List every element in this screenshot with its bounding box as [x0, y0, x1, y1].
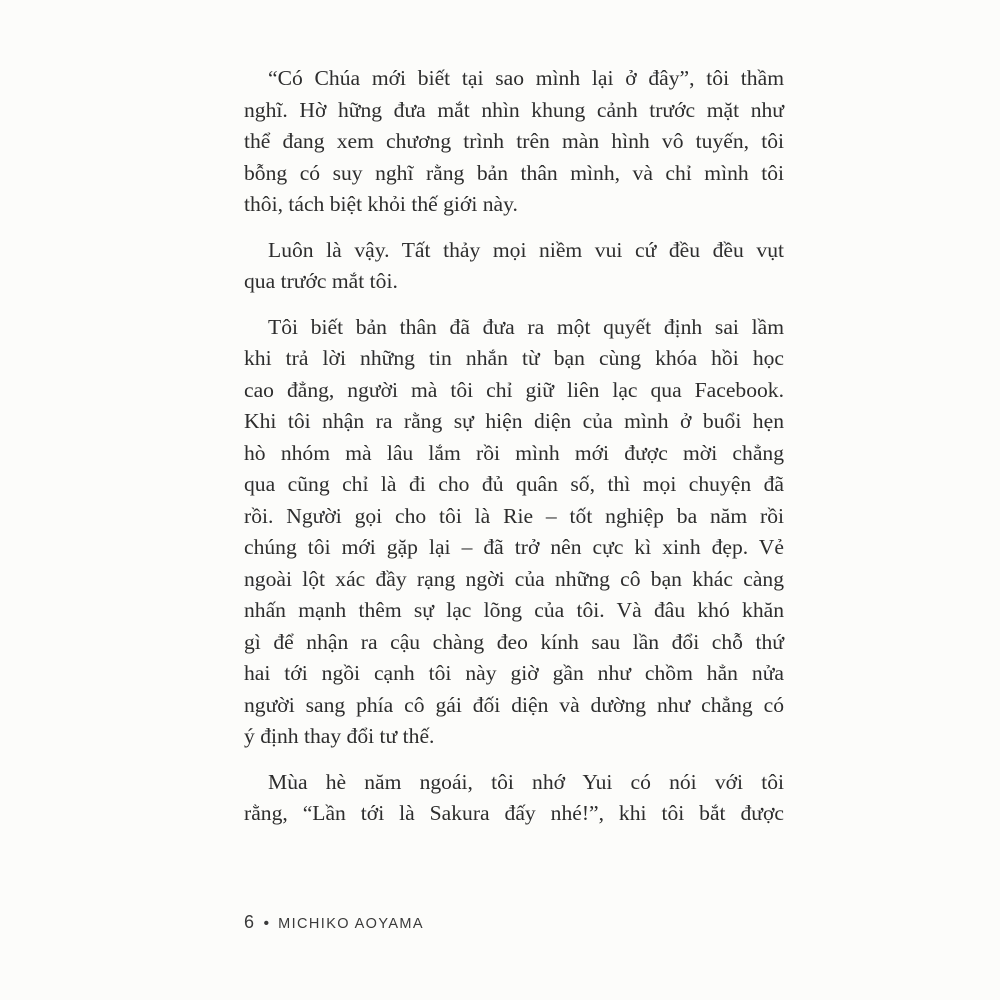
author-name: MICHIKO AOYAMA: [278, 916, 424, 932]
bullet-separator: •: [263, 915, 270, 932]
text-line: Luôn là vậy. Tất thảy mọi niềm vui cứ đều đều vụt: [268, 237, 784, 262]
page-footer: [244, 912, 424, 933]
text-line: khi trả lời những tin nhắn từ bạn cùng khóa hồi học: [244, 346, 784, 370]
text-line: rồi. Người gọi cho tôi là Rie – tốt nghiệp ba năm rồi: [244, 503, 784, 528]
paragraph-3: [244, 312, 784, 753]
body-text: [244, 63, 784, 830]
text-line: nhấn mạnh thêm sự lạc lõng của tôi. Và đâu khó khăn: [244, 598, 784, 622]
text-line: hò nhóm mà lâu lắm rồi mình mới được mời chẳng: [244, 440, 784, 465]
text-line: Khi tôi nhận ra rằng sự hiện diện của mình ở buổi hẹn: [244, 409, 784, 433]
text-line: qua trước mắt tôi.: [244, 269, 398, 293]
text-line: Tôi biết bản thân đã đưa ra một quyết định sai lầm: [268, 314, 784, 339]
text-line: chúng tôi mới gặp lại – đã trở nên cực kì xinh đẹp. Vẻ: [244, 535, 784, 559]
text-line: Mùa hè năm ngoái, tôi nhớ Yui có nói với tôi: [268, 769, 784, 794]
text-line: thôi, tách biệt khỏi thế giới này.: [244, 192, 518, 216]
text-line: bỗng có suy nghĩ rằng bản thân mình, và chỉ mình tôi: [244, 160, 784, 185]
text-line: qua cũng chỉ là đi cho đủ quân số, thì mọi chuyện đã: [244, 472, 784, 496]
text-line: người sang phía cô gái đối diện và dường như chẳng có: [244, 692, 784, 717]
text-line: cao đẳng, người mà tôi chỉ giữ liên lạc qua Facebook.: [244, 377, 784, 402]
text-line: nghĩ. Hờ hững đưa mắt nhìn khung cảnh trước mặt như: [244, 97, 784, 122]
text-line: thể đang xem chương trình trên màn hình vô tuyến, tôi: [244, 129, 784, 153]
text-line: hai tới ngồi cạnh tôi này giờ gần như chồm hẳn nửa: [244, 661, 784, 685]
paragraph-2: [244, 235, 784, 298]
paragraph-1: [244, 63, 784, 221]
text-line: “Có Chúa mới biết tại sao mình lại ở đây”, tôi thầm: [268, 66, 784, 90]
page-number: 6: [244, 912, 255, 932]
text-line: rằng, “Lần tới là Sakura đấy nhé!”, khi tôi bắt được: [244, 801, 784, 825]
paragraph-4: [244, 767, 784, 830]
text-line: ý định thay đổi tư thế.: [244, 724, 435, 748]
text-line: ngoài lột xác đầy rạng ngời của những cô bạn khác càng: [244, 566, 784, 591]
text-line: gì để nhận ra cậu chàng đeo kính sau lần đổi chỗ thứ: [244, 629, 784, 654]
